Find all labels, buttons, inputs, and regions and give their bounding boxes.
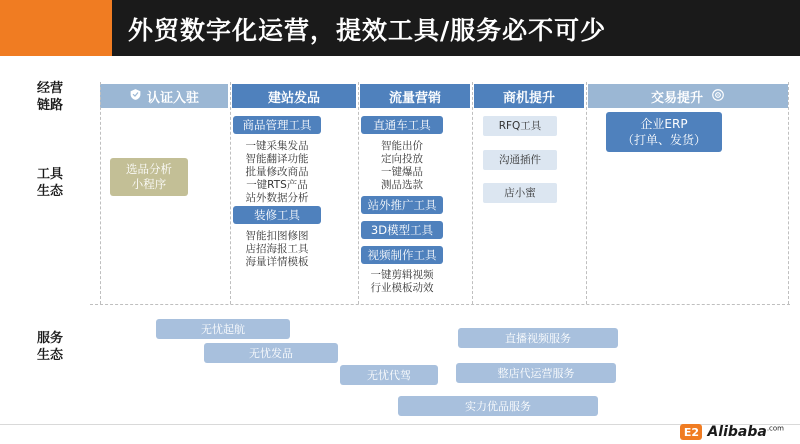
- shield-icon: [129, 88, 142, 104]
- tool-business-dianxiaomi[interactable]: [483, 183, 557, 203]
- tool-list-text: 一键剪辑视频 行业模板动效: [370, 269, 434, 294]
- divider-6: [788, 82, 789, 304]
- slide-header: [0, 0, 800, 56]
- stage-header-business[interactable]: [474, 84, 584, 108]
- tool-traffic-offsite-header[interactable]: [361, 196, 443, 214]
- tool-traffic-video-header[interactable]: [361, 246, 443, 264]
- tool-build-product-mgmt-header[interactable]: [233, 116, 321, 134]
- tool-label: 装修工具: [254, 208, 300, 222]
- service-label: 整店代运营服务: [497, 367, 575, 380]
- tool-traffic-video-list: [361, 269, 443, 299]
- tool-trade-enterprise-erp[interactable]: [606, 112, 722, 152]
- header-accent-block: [0, 0, 112, 56]
- tool-label: 商品管理工具: [242, 118, 312, 132]
- tool-entry-mini-program[interactable]: [110, 158, 188, 196]
- service-bar-full-shop-operation[interactable]: [456, 363, 616, 383]
- tool-label: 企业ERP （打单、发货）: [621, 117, 706, 147]
- tool-list-text: 智能扣图修图 店招海报工具 海量详情模板: [245, 230, 309, 268]
- logo-wordmark: Alibaba: [707, 424, 767, 440]
- tool-business-chat-plugin[interactable]: [483, 150, 557, 170]
- stage-header-trade[interactable]: [588, 84, 788, 108]
- tool-list-text: 一键采集发品 智能翻译功能 批量修改商品 一键RTS产品 站外数据分析: [245, 140, 309, 204]
- tool-list-text: 智能出价 定向投放 一键爆品 测品选款: [381, 140, 423, 191]
- stage-label: 认证入驻: [146, 90, 199, 106]
- service-bar-worryfree-start[interactable]: [156, 319, 290, 339]
- row-label-tools: 工具 生态: [36, 167, 63, 199]
- stage-label: 商机提升: [502, 90, 555, 106]
- service-label: 直播视频服务: [505, 332, 571, 345]
- tool-label: RFQ工具: [498, 119, 542, 132]
- stage-label: 交易提升: [650, 90, 703, 106]
- logo-badge-icon: E2: [680, 424, 702, 440]
- logo-tld: .com: [766, 424, 784, 433]
- tool-label: 站外推广工具: [367, 198, 437, 212]
- tool-build-product-mgmt-list: [233, 140, 321, 208]
- service-bar-strength-premium[interactable]: [398, 396, 598, 416]
- tool-label: 选品分析 小程序: [126, 162, 172, 191]
- tool-label: 直通车工具: [373, 118, 431, 132]
- tool-build-decoration-list: [233, 230, 321, 274]
- tool-business-rfq[interactable]: [483, 116, 557, 136]
- tool-traffic-3d-header[interactable]: [361, 221, 443, 239]
- stage-header-certification[interactable]: [100, 84, 228, 108]
- stage-header-traffic[interactable]: [360, 84, 470, 108]
- service-label: 实力优品服务: [465, 400, 531, 413]
- service-label: 无忧发品: [249, 347, 293, 360]
- divider-2: [230, 82, 231, 304]
- tool-label: 店小蜜: [504, 186, 536, 199]
- stage-label: 建站发品: [267, 90, 320, 106]
- stage-label: 流量营销: [388, 90, 441, 106]
- alibaba-logo: [680, 424, 784, 440]
- logo-text: [707, 424, 784, 440]
- divider-5: [586, 82, 587, 304]
- row-label-chain: 经营 链路: [36, 81, 63, 113]
- service-bar-worryfree-driving[interactable]: [340, 365, 438, 385]
- tool-label: 沟通插件: [499, 153, 541, 166]
- tool-build-decoration-header[interactable]: [233, 206, 321, 224]
- band-separator: [90, 304, 790, 305]
- divider-3: [358, 82, 359, 304]
- row-label-service: 服务 生态: [36, 331, 63, 363]
- service-bar-worryfree-publish[interactable]: [204, 343, 338, 363]
- service-bar-live-video[interactable]: [458, 328, 618, 348]
- tool-traffic-ptc-list: [361, 140, 443, 196]
- target-icon: [711, 88, 725, 105]
- tool-label: 3D模型工具: [370, 223, 434, 237]
- stage-header-build[interactable]: [232, 84, 356, 108]
- divider-1: [100, 82, 101, 304]
- tool-label: 视频制作工具: [367, 248, 437, 262]
- service-label: 无忧代驾: [367, 369, 411, 382]
- divider-4: [472, 82, 473, 304]
- tool-traffic-ptc-header[interactable]: [361, 116, 443, 134]
- page-title: 外贸数字化运营，提效工具/服务必不可少: [128, 16, 607, 45]
- service-label: 无忧起航: [201, 323, 245, 336]
